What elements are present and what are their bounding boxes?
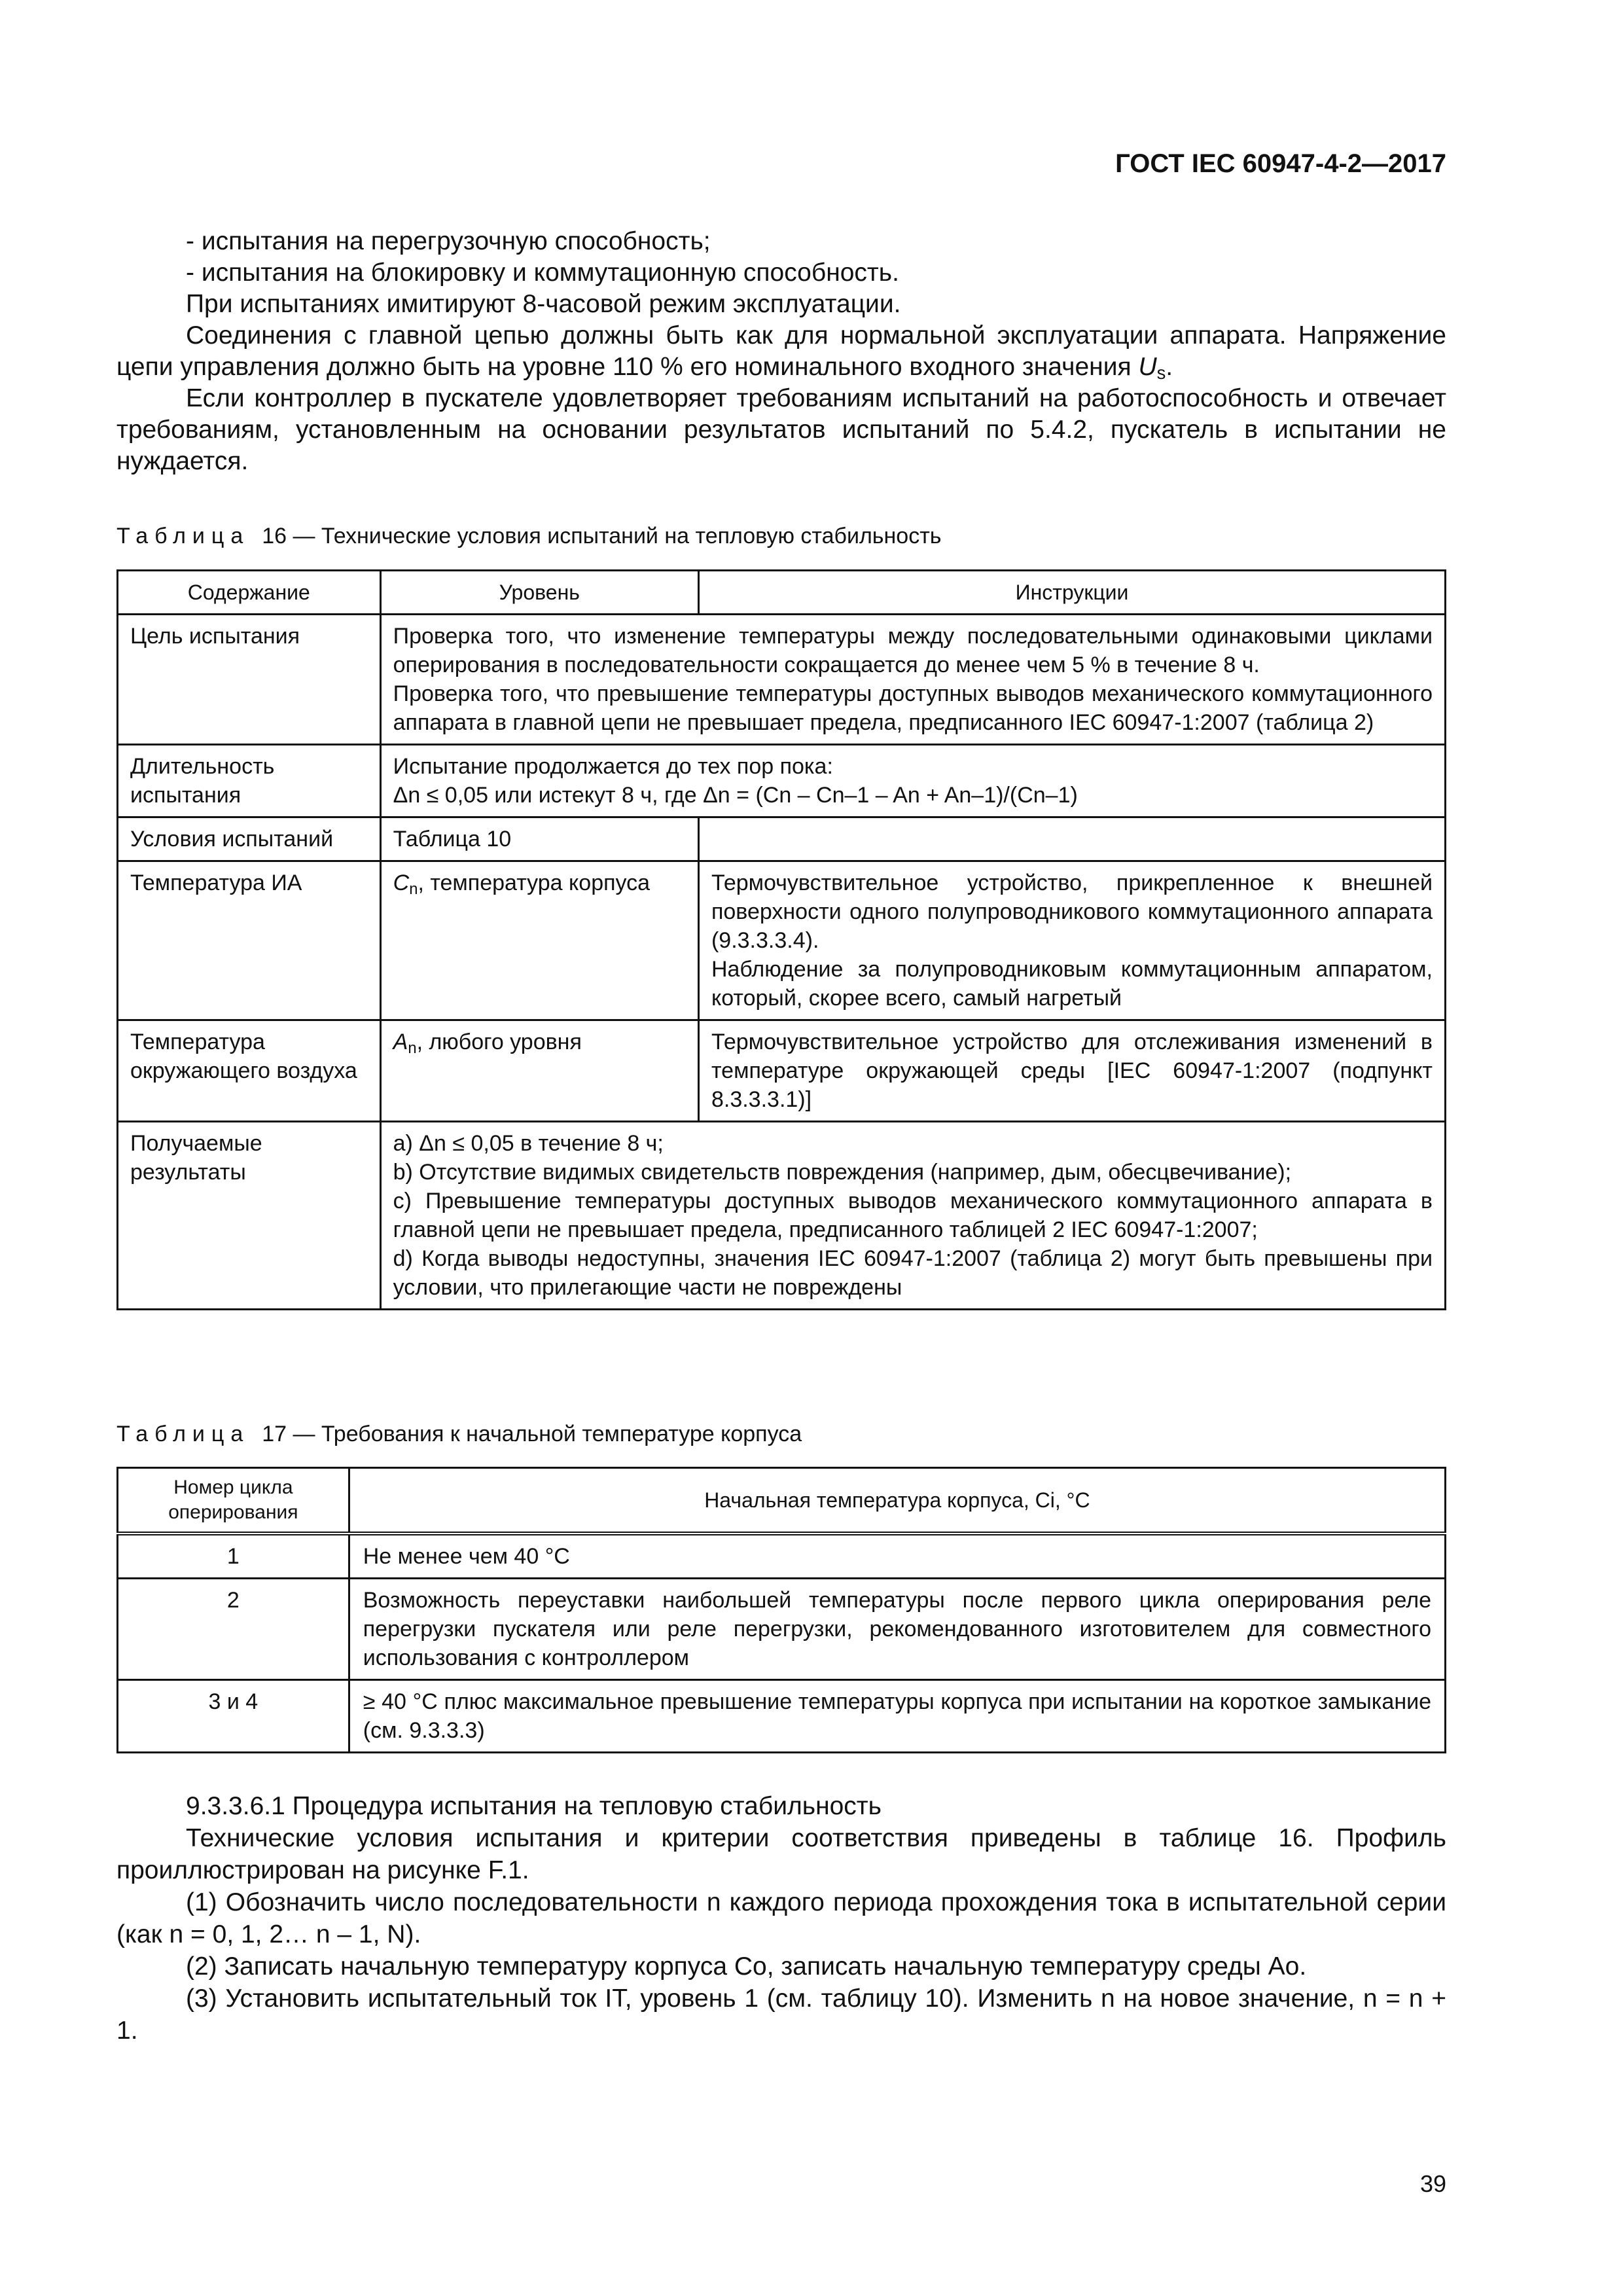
table17 — [116, 1467, 1446, 1753]
intro-line: - испытания на перегрузочную способность; — [186, 227, 711, 255]
section-paragraph: (3) Установить испытательный ток IT, уровень 1 (см. таблицу 10). Изменить n на новое значение, n = n + 1. — [116, 1984, 1446, 2045]
intro-line: При испытаниях имитируют 8-часовой режим эксплуатации. — [186, 290, 901, 318]
table-row — [118, 817, 1446, 861]
row-level: Таблица 10 — [380, 817, 698, 861]
intro-text — [116, 226, 1446, 477]
table-row — [118, 1534, 1446, 1579]
table-row — [118, 1020, 1446, 1122]
cycle-temperature: Не менее чем 40 °C — [349, 1534, 1445, 1579]
row-level: $A_n$, любого уровня — [380, 1020, 698, 1122]
table-row — [118, 745, 1446, 817]
section-paragraph: (2) Записать начальную температуру корпуса Co, записать начальную температуру среды Ao. — [186, 1952, 1307, 1981]
row-instructions: Термочувствительное устройство, прикрепленное к внешней поверхности одного полупроводникового коммутационного аппарата (9.3.3.3.4). Наблюдение за полупроводниковым коммутационным аппаратом, который, скорее всего, самый нагретый — [698, 861, 1445, 1020]
page-number: 39 — [1419, 2170, 1446, 2197]
intro-line: - испытания на блокировку и коммутационную способность. — [186, 259, 899, 287]
row-instructions: Термочувствительное устройство для отслеживания изменений в температуре окружающей среды [IEC 60947-1:2007 (подпункт 8.3.3.3.1)] — [698, 1020, 1445, 1122]
row-level: $C_n$, температура корпуса — [380, 861, 698, 1020]
row-label: Цель испытания — [118, 615, 381, 745]
table-row — [118, 1122, 1446, 1310]
row-label: Температура окружающего воздуха — [118, 1020, 381, 1122]
column-header: Содержание — [118, 571, 381, 615]
cycle-number: 2 — [118, 1579, 349, 1680]
cycle-number: 3 и 4 — [118, 1680, 349, 1753]
cycle-number: 1 — [118, 1534, 349, 1579]
table-row — [118, 615, 1446, 745]
column-header: Уровень — [380, 571, 698, 615]
row-label: Длительность испытания — [118, 745, 381, 817]
table16-caption: Таблица 16 — Технические условия испытаний на тепловую стабильность — [116, 524, 942, 548]
table-header-row — [118, 1468, 1446, 1534]
table-row — [118, 861, 1446, 1020]
table-row — [118, 1680, 1446, 1753]
section-title: 9.3.3.6.1 Процедура испытания на тепловую стабильность — [186, 1792, 882, 1820]
table16 — [116, 569, 1446, 1310]
cycle-temperature: ≥ 40 °C плюс максимальное превышение температуры корпуса при испытании на короткое замыкание (см. 9.3.3.3) — [349, 1680, 1445, 1753]
section-paragraph: (1) Обозначить число последовательности n каждого периода прохождения тока в испытательной серии (как n = 0, 1, 2… n – 1, N). — [116, 1888, 1446, 1948]
row-content: Испытание продолжается до тех пор пока: Δn ≤ 0,05 или истекут 8 ч, где Δn = (Cn – Cn–1 – An + An–1)/(Cn–1) — [380, 745, 1445, 817]
document-code: ГОСТ IEC 60947-4-2—2017 — [1115, 149, 1446, 178]
row-instructions — [698, 817, 1445, 861]
cycle-temperature: Возможность переуставки наибольшей температуры после первого цикла оперирования реле перегрузки пускателя или реле перегрузки, рекомендованного изготовителем для совместного использования с контроллером — [349, 1579, 1445, 1680]
intro-paragraph: Если контроллер в пускателе удовлетворяет требованиям испытаний на работоспособность и отвечает требованиям, установленным на основании результатов испытаний по 5.4.2, пускатель в испытании не нуждается. — [116, 384, 1446, 475]
table17-caption: Таблица 17 — Требования к начальной температуре корпуса — [116, 1422, 802, 1446]
table-header-row — [118, 571, 1446, 615]
column-header: Инструкции — [698, 571, 1445, 615]
table-row — [118, 1579, 1446, 1680]
row-content: Проверка того, что изменение температуры между последовательными одинаковыми циклами оперирования в последовательности сокращается до менее чем 5 % в течение 8 ч. Проверка того, что превышение температуры доступных выводов механического коммутационного аппарата в главной цепи не превышает предела, предписанного IEC 60947-1:2007 (таблица 2) — [380, 615, 1445, 745]
row-label: Температура ИА — [118, 861, 381, 1020]
column-header: Начальная температура корпуса, Ci, °C — [349, 1468, 1445, 1534]
procedure-section — [116, 1790, 1446, 2047]
section-paragraph: Технические условия испытания и критерии соответствия приведены в таблице 16. Профиль проиллюстрирован на рисунке F.1. — [116, 1824, 1446, 1884]
row-content: a) Δn ≤ 0,05 в течение 8 ч; b) Отсутствие видимых свидетельств повреждения (например, дым, обесцвечивание); c) Превышение температуры доступных выводов механического коммутационного аппарата в главной цепи не превышает предела, предписанного таблицей 2 IEC 60947-1:2007; d) Когда выводы недоступны, значения IEC 60947-1:2007 (таблица 2) могут быть превышены при условии, что прилегающие части не повреждены — [380, 1122, 1445, 1310]
row-label: Условия испытаний — [118, 817, 381, 861]
column-header: Номер цикла оперирования — [118, 1468, 349, 1534]
intro-paragraph: Соединения с главной цепью должны быть как для нормальной эксплуатации аппарата. Напряжение цепи управления должно быть на уровне 110 % его номинального входного значения $U_s$. — [116, 321, 1446, 383]
row-label: Получаемые результаты — [118, 1122, 381, 1310]
